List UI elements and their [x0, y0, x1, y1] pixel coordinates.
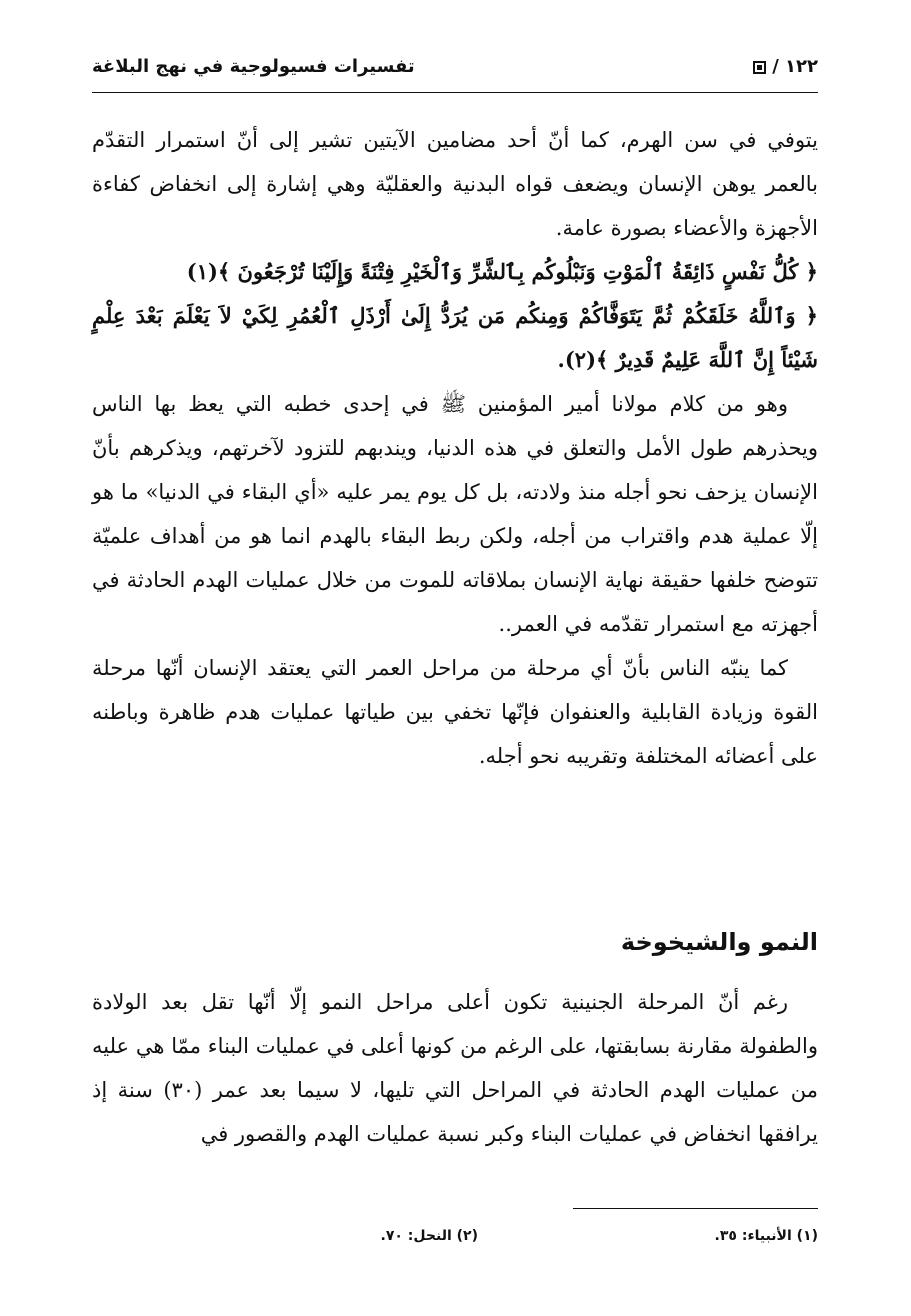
square-ornament-icon: [753, 61, 766, 74]
header-divider: [92, 92, 818, 93]
quran-verse: ﴿ كُلُّ نَفْسٍ ذَائِقَةُ ٱلْمَوْتِ وَنَبْلُوكُم بِٱلشَّرِّ وَٱلْخَيْرِ فِتْنَةً وَإِلَيْنَا تُرْجَعُونَ ﴾(١): [186, 259, 818, 284]
page-header: [92, 52, 818, 92]
paragraph: كما ينبّه الناس بأنّ أي مرحلة من مراحل العمر التي يعتقد الإنسان أنّها مرحلة القوة وزيادة القابلية والعنفوان فإنّها تخفي بين طياتها عمليات هدم ظاهرة وباطنه على أعضائه المختلفة وتقريبه نحو أجله.: [92, 656, 818, 768]
paragraph: وهو من كلام مولانا أمير المؤمنين ﷺ في إحدى خطبه التي يعظ بها الناس ويحذرهم طول الأمل والتعلق في هذه الدنيا، ويندبهم للتزود لآخرتهم، ويذكرهم بأنّ الإنسان يزحف نحو أجله منذ ولادته، بل كل يوم يمر عليه «أي البقاء في الدنيا» ما هو إلّا عملية هدم واقتراب من أجله، ولكن ربط البقاء بالهدم انما هو من أهداف علميّة تتوضح خلفها حقيقة نهاية الإنسان بملاقاته للموت من خلال عمليات الهدم الحادثة في أجهزته مع استمرار تقدّمه في العمر..: [92, 392, 818, 636]
section-text: [92, 980, 818, 1156]
footnote-1: (١) الأنبياء: ٣٥.: [714, 1228, 818, 1244]
paragraph: يتوفي في سن الهرم، كما أنّ أحد مضامين الآيتين تشير إلى أنّ استمرار التقدّم بالعمر يوهن الإنسان ويضعف قواه البدنية والعقليّة وهي إشارة إلى انخفاض كفاءة الأجهزة والأعضاء بصورة عامة.: [92, 128, 818, 240]
footnotes: [92, 1228, 818, 1258]
page-number: [749, 56, 818, 77]
paragraph: رغم أنّ المرحلة الجنينية تكون أعلى مراحل النمو إلّا أنّها تقل بعد الولادة والطفولة مقارنة بسابقتها، على الرغم من كونها أعلى في عمليات البناء ممّا هي عليه من عمليات الهدم الحادثة في المراحل التي تليها، لا سيما بعد عمر (٣٠) سنة إذ يرافقها انخفاض في عمليات البناء وكبر نسبة عمليات الهدم والقصور في: [92, 990, 819, 1146]
quran-verse: ﴿ وَٱللَّهُ خَلَقَكُمْ ثُمَّ يَتَوَفَّاكُمْ وَمِنكُم مَن يُرَدُّ إِلَىٰ أَرْذَلِ ٱلْعُمُرِ لِكَيْ لاَ يَعْلَمَ بَعْدَ عِلْمٍ شَيْئاً إِنَّ ٱللَّهَ عَلِيمٌ قَدِيرٌ ﴾(٢).: [92, 303, 818, 372]
main-text: [92, 118, 818, 778]
page-number-text: ١٢٢ /: [772, 56, 818, 77]
footnote-divider: [573, 1208, 818, 1209]
section-heading: النمو والشيخوخة: [620, 928, 818, 956]
running-title: تفسيرات فسيولوجية في نهج البلاغة: [92, 56, 415, 77]
footnote-2: (٢) النحل: ٧٠.: [380, 1228, 478, 1244]
